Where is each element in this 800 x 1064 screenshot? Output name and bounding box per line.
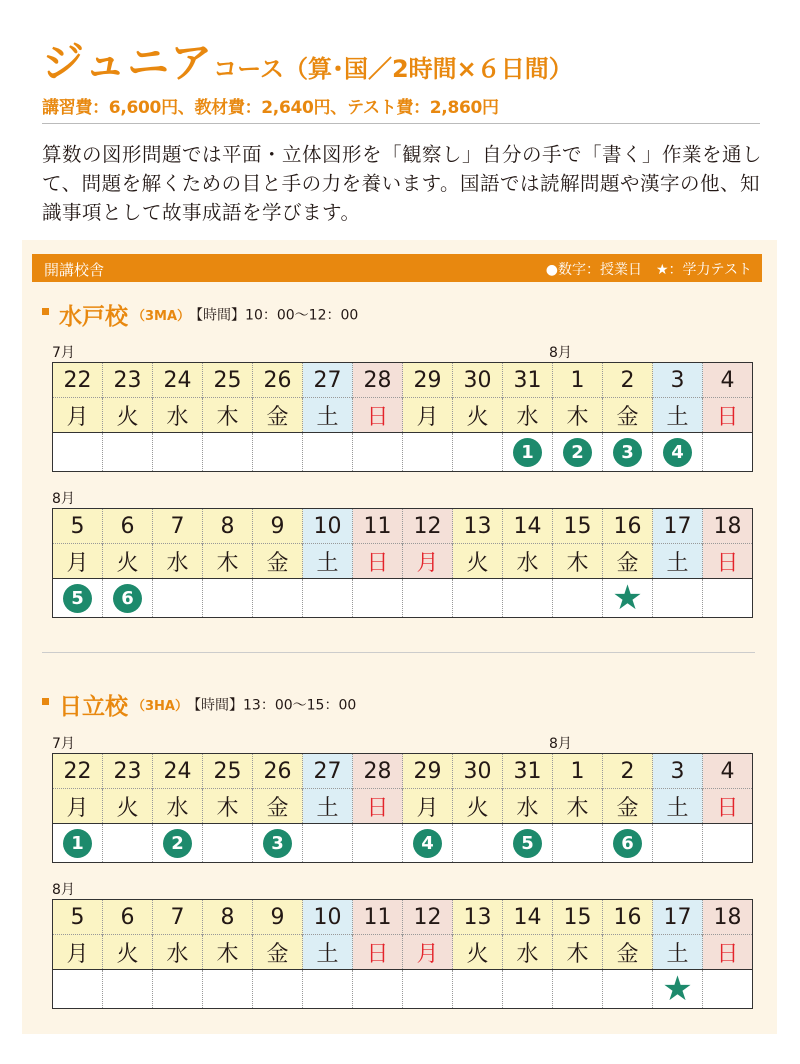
month-label: 8月 [549, 345, 572, 361]
weekday-cell: 金 [603, 398, 653, 433]
section-divider [42, 652, 755, 653]
date-cell: 31 [503, 363, 553, 398]
marker-cell [153, 433, 203, 472]
course-title [42, 30, 573, 90]
date-cell: 28 [353, 754, 403, 789]
test-star-icon: ★ [662, 969, 693, 1009]
date-cell: 25 [203, 363, 253, 398]
date-cell: 10 [303, 900, 353, 935]
class-day-marker: 6 [613, 829, 642, 858]
marker-cell [453, 824, 503, 863]
marker-cell [403, 579, 453, 618]
school-time: 【時間】10：00～12：00 [196, 307, 359, 324]
date-cell: 9 [253, 509, 303, 544]
school-code: （3MA） [132, 309, 191, 324]
date-cell: 30 [453, 754, 503, 789]
marker-cell [653, 970, 703, 1009]
date-cell: 11 [353, 509, 403, 544]
header-divider [42, 123, 760, 124]
marker-cell [403, 824, 453, 863]
date-cell: 11 [353, 900, 403, 935]
panel-header-bar [32, 254, 762, 282]
marker-cell [103, 970, 153, 1009]
date-cell: 18 [703, 900, 753, 935]
marker-cell [653, 433, 703, 472]
weekday-cell: 土 [303, 935, 353, 970]
weekday-cell: 月 [53, 789, 103, 824]
date-cell: 26 [253, 363, 303, 398]
weekday-cell: 土 [653, 544, 703, 579]
weekday-cell: 金 [253, 544, 303, 579]
marker-cell [603, 970, 653, 1009]
class-day-marker: 3 [613, 438, 642, 467]
marker-cell [153, 579, 203, 618]
date-cell: 17 [653, 900, 703, 935]
date-cell: 24 [153, 754, 203, 789]
marker-cell [503, 433, 553, 472]
weekday-cell: 水 [153, 544, 203, 579]
marker-cell [103, 433, 153, 472]
weekday-cell: 水 [153, 789, 203, 824]
marker-cell [103, 579, 153, 618]
weekday-cell: 木 [553, 935, 603, 970]
calendar-table [52, 362, 753, 472]
weekday-cell: 木 [203, 789, 253, 824]
marker-cell [203, 970, 253, 1009]
date-cell: 1 [553, 754, 603, 789]
weekday-cell: 火 [103, 398, 153, 433]
weekday-cell: 火 [103, 544, 153, 579]
marker-cell [53, 970, 103, 1009]
weekday-cell: 日 [703, 398, 753, 433]
date-cell: 2 [603, 754, 653, 789]
marker-cell [353, 579, 403, 618]
weekday-cell: 金 [603, 789, 653, 824]
month-label: 7月 [52, 345, 75, 361]
weekday-cell: 日 [353, 935, 403, 970]
date-cell: 26 [253, 754, 303, 789]
date-cell: 23 [103, 754, 153, 789]
weekday-cell: 火 [453, 398, 503, 433]
marker-cell [553, 824, 603, 863]
date-cell: 5 [53, 509, 103, 544]
weekday-cell: 日 [703, 544, 753, 579]
weekday-cell: 日 [703, 935, 753, 970]
weekday-cell: 金 [253, 398, 303, 433]
marker-cell [53, 824, 103, 863]
date-cell: 12 [403, 900, 453, 935]
date-cell: 1 [553, 363, 603, 398]
weekday-cell: 火 [103, 935, 153, 970]
course-description: 算数の図形問題では平面・立体図形を「観察し」自分の手で「書く」作業を通して、問題を解くための目と手の力を養います。国語では読解問題や漢字の他、知識事項として故事成語を学びます。 [42, 143, 763, 224]
weekday-cell: 土 [303, 789, 353, 824]
marker-cell [703, 970, 753, 1009]
weekday-cell: 日 [353, 789, 403, 824]
marker-cell [503, 579, 553, 618]
date-cell: 18 [703, 509, 753, 544]
school-heading-mito [42, 298, 358, 331]
marker-cell [603, 824, 653, 863]
marker-cell [253, 970, 303, 1009]
marker-cell [403, 970, 453, 1009]
marker-cell [603, 579, 653, 618]
date-cell: 29 [403, 363, 453, 398]
class-day-marker: 6 [113, 584, 142, 613]
marker-cell [603, 433, 653, 472]
marker-cell [553, 433, 603, 472]
calendar-table [52, 899, 753, 1009]
date-cell: 9 [253, 900, 303, 935]
marker-cell [153, 970, 203, 1009]
marker-cell [653, 579, 703, 618]
date-cell: 6 [103, 509, 153, 544]
marker-cell [453, 433, 503, 472]
marker-cell [103, 824, 153, 863]
weekday-cell: 木 [203, 544, 253, 579]
marker-cell [703, 824, 753, 863]
weekday-cell: 日 [353, 544, 403, 579]
weekday-cell: 月 [53, 398, 103, 433]
date-cell: 16 [603, 509, 653, 544]
weekday-cell: 土 [303, 398, 353, 433]
marker-cell [453, 970, 503, 1009]
bullet-square-icon [42, 698, 49, 705]
weekday-cell: 土 [653, 935, 703, 970]
marker-cell [703, 433, 753, 472]
date-cell: 28 [353, 363, 403, 398]
class-day-marker: 2 [163, 829, 192, 858]
date-cell: 31 [503, 754, 553, 789]
school-heading-hitachi [42, 688, 356, 721]
month-label: 8月 [52, 882, 75, 898]
marker-cell [303, 433, 353, 472]
date-cell: 10 [303, 509, 353, 544]
marker-cell [153, 824, 203, 863]
date-cell: 13 [453, 509, 503, 544]
marker-cell [303, 970, 353, 1009]
school-time: 【時間】13：00～15：00 [194, 697, 357, 714]
date-cell: 8 [203, 900, 253, 935]
month-label: 8月 [52, 491, 75, 507]
date-cell: 16 [603, 900, 653, 935]
marker-cell [653, 824, 703, 863]
school-name: 水戸校 [59, 304, 128, 330]
date-cell: 22 [53, 754, 103, 789]
date-cell: 27 [303, 363, 353, 398]
marker-cell [53, 579, 103, 618]
date-cell: 24 [153, 363, 203, 398]
marker-cell [453, 579, 503, 618]
test-star-icon: ★ [612, 578, 643, 618]
marker-cell [253, 824, 303, 863]
marker-cell [353, 824, 403, 863]
date-cell: 14 [503, 900, 553, 935]
date-cell: 3 [653, 754, 703, 789]
date-cell: 6 [103, 900, 153, 935]
date-cell: 27 [303, 754, 353, 789]
class-day-marker: 1 [63, 829, 92, 858]
date-cell: 3 [653, 363, 703, 398]
date-cell: 17 [653, 509, 703, 544]
class-day-marker: 5 [513, 829, 542, 858]
marker-cell [403, 433, 453, 472]
marker-cell [303, 824, 353, 863]
marker-cell [203, 433, 253, 472]
weekday-cell: 木 [553, 544, 603, 579]
school-code: （3HA） [132, 699, 188, 714]
school-name: 日立校 [59, 694, 128, 720]
weekday-cell: 木 [553, 789, 603, 824]
weekday-cell: 月 [53, 935, 103, 970]
date-cell: 22 [53, 363, 103, 398]
date-cell: 5 [53, 900, 103, 935]
weekday-cell: 木 [203, 935, 253, 970]
weekday-cell: 水 [503, 544, 553, 579]
calendar-table [52, 508, 753, 618]
date-cell: 15 [553, 900, 603, 935]
weekday-cell: 金 [603, 544, 653, 579]
weekday-cell: 火 [103, 789, 153, 824]
weekday-cell: 火 [453, 544, 503, 579]
weekday-cell: 金 [603, 935, 653, 970]
class-day-marker: 3 [263, 829, 292, 858]
weekday-cell: 水 [153, 398, 203, 433]
panel-title: 開講校舎 [44, 261, 105, 279]
weekday-cell: 木 [203, 398, 253, 433]
date-cell: 2 [603, 363, 653, 398]
month-label: 7月 [52, 736, 75, 752]
weekday-cell: 月 [403, 398, 453, 433]
marker-cell [503, 824, 553, 863]
calendar-table [52, 753, 753, 863]
course-title-sub: コース（算･国／2時間×６日間） [213, 55, 573, 83]
marker-cell [303, 579, 353, 618]
date-cell: 23 [103, 363, 153, 398]
weekday-cell: 金 [253, 789, 303, 824]
marker-cell [53, 433, 103, 472]
class-day-marker: 4 [413, 829, 442, 858]
weekday-cell: 水 [153, 935, 203, 970]
class-day-marker: 5 [63, 584, 92, 613]
marker-cell [353, 970, 403, 1009]
date-cell: 4 [703, 754, 753, 789]
date-cell: 29 [403, 754, 453, 789]
weekday-cell: 土 [653, 398, 703, 433]
date-cell: 15 [553, 509, 603, 544]
date-cell: 4 [703, 363, 753, 398]
weekday-cell: 土 [303, 544, 353, 579]
weekday-cell: 月 [403, 935, 453, 970]
date-cell: 30 [453, 363, 503, 398]
course-title-main: ジュニア [42, 38, 214, 87]
marker-cell [203, 824, 253, 863]
marker-cell [203, 579, 253, 618]
weekday-cell: 水 [503, 935, 553, 970]
weekday-cell: 水 [503, 789, 553, 824]
bullet-square-icon [42, 308, 49, 315]
weekday-cell: 火 [453, 935, 503, 970]
marker-cell [353, 433, 403, 472]
weekday-cell: 日 [703, 789, 753, 824]
class-day-marker: 4 [663, 438, 692, 467]
weekday-cell: 水 [503, 398, 553, 433]
weekday-cell: 土 [653, 789, 703, 824]
marker-cell [553, 970, 603, 1009]
weekday-cell: 日 [353, 398, 403, 433]
date-cell: 7 [153, 509, 203, 544]
class-day-marker: 2 [563, 438, 592, 467]
weekday-cell: 月 [403, 544, 453, 579]
weekday-cell: 火 [453, 789, 503, 824]
weekday-cell: 月 [53, 544, 103, 579]
legend: ●数字：授業日 ★：学力テスト [545, 262, 752, 278]
date-cell: 14 [503, 509, 553, 544]
marker-cell [703, 579, 753, 618]
weekday-cell: 木 [553, 398, 603, 433]
class-day-marker: 1 [513, 438, 542, 467]
marker-cell [253, 579, 303, 618]
marker-cell [503, 970, 553, 1009]
date-cell: 25 [203, 754, 253, 789]
fees-line: 講習費：6,600円、教材費：2,640円、テスト費：2,860円 [42, 98, 499, 118]
date-cell: 13 [453, 900, 503, 935]
date-cell: 8 [203, 509, 253, 544]
weekday-cell: 月 [403, 789, 453, 824]
marker-cell [253, 433, 303, 472]
month-label: 8月 [549, 736, 572, 752]
date-cell: 12 [403, 509, 453, 544]
marker-cell [553, 579, 603, 618]
date-cell: 7 [153, 900, 203, 935]
weekday-cell: 金 [253, 935, 303, 970]
